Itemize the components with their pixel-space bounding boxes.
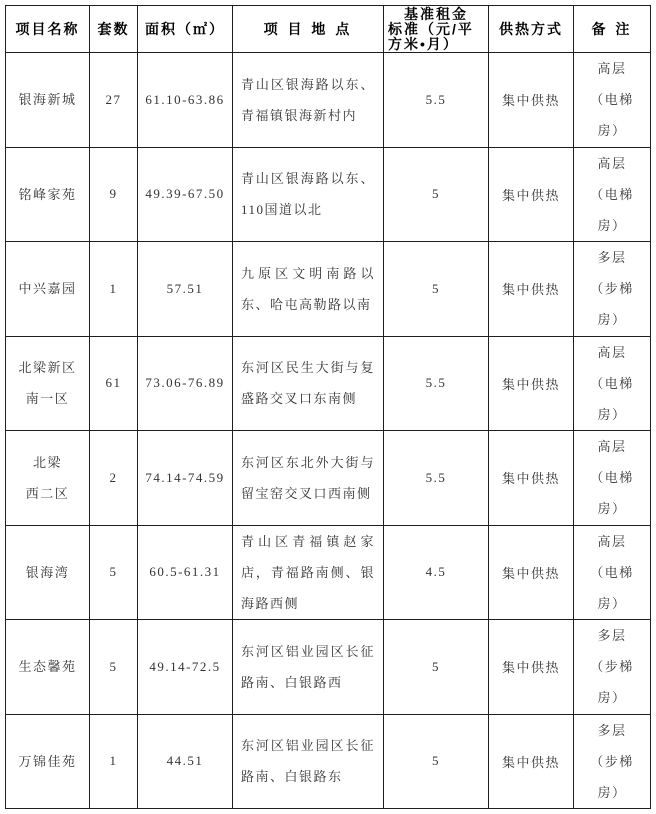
cell-base-rent: 5 [384, 148, 489, 243]
cell-unit-count: 27 [90, 53, 138, 148]
cell-remarks-line: 房） [597, 690, 627, 706]
header-project-name: 项目名称 [6, 6, 90, 53]
cell-remarks-line: 多层 [597, 628, 627, 644]
cell-remarks-line: 房） [597, 784, 627, 800]
cell-project-name [6, 526, 90, 621]
cell-project-name [6, 431, 90, 526]
table-row [6, 715, 651, 810]
cell-remarks-line: 高层 [597, 439, 627, 455]
table-header-row [6, 6, 651, 53]
cell-area: 49.39-67.50 [138, 148, 233, 243]
header-remarks: 备 注 [574, 6, 651, 53]
cell-remarks-line: （电梯 [590, 92, 634, 108]
cell-remarks-line: （步梯 [590, 659, 634, 675]
cell-remarks-line: 高层 [597, 155, 627, 171]
cell-heating-method: 集中供热 [489, 53, 574, 148]
cell-heating-method: 集中供热 [489, 526, 574, 621]
cell-location-line: 青福镇银海新村内 [241, 107, 358, 123]
cell-remarks-line: 高层 [597, 344, 627, 360]
header-base-rent-line: 方米•月） [388, 35, 459, 52]
cell-location-line: 东河区民生大街与复 [241, 360, 375, 376]
cell-heating-method: 集中供热 [489, 148, 574, 243]
cell-heating-method: 集中供热 [489, 431, 574, 526]
cell-project-name-line: 北梁 [32, 454, 62, 470]
cell-remarks-line: （步梯 [590, 281, 634, 297]
cell-location [233, 148, 384, 243]
table-row [6, 53, 651, 148]
table-row [6, 337, 651, 432]
cell-project-name-line: 铭峰家苑 [18, 186, 77, 202]
cell-base-rent: 5.5 [384, 337, 489, 432]
cell-location-line: 盛路交叉口东南侧 [241, 391, 358, 407]
table-row [6, 148, 651, 243]
cell-remarks-line: （电梯 [590, 470, 634, 486]
cell-heating-method: 集中供热 [489, 715, 574, 810]
cell-location [233, 715, 384, 810]
cell-location-line: 110国道以北 [241, 202, 323, 218]
cell-remarks [574, 337, 651, 432]
cell-unit-count: 2 [90, 431, 138, 526]
table-row [6, 620, 651, 715]
cell-remarks-line: 高层 [597, 533, 627, 549]
cell-remarks [574, 431, 651, 526]
cell-project-name [6, 337, 90, 432]
cell-location-line: 路南、白银路东 [241, 769, 343, 785]
cell-area: 44.51 [138, 715, 233, 810]
cell-location [233, 431, 384, 526]
cell-location-line: 青山区青福镇赵家 [241, 533, 375, 549]
cell-location [233, 620, 384, 715]
cell-area: 61.10-63.86 [138, 53, 233, 148]
cell-remarks-line: 房） [597, 406, 627, 422]
cell-unit-count: 9 [90, 148, 138, 243]
cell-remarks [574, 242, 651, 337]
cell-base-rent: 5.5 [384, 431, 489, 526]
cell-project-name [6, 242, 90, 337]
cell-remarks-line: 高层 [597, 61, 627, 77]
header-area: 面积（㎡） [138, 6, 233, 53]
cell-project-name [6, 620, 90, 715]
cell-heating-method: 集中供热 [489, 242, 574, 337]
cell-remarks-line: 多层 [597, 250, 627, 266]
cell-unit-count: 61 [90, 337, 138, 432]
header-base-rent [384, 6, 489, 53]
cell-remarks [574, 715, 651, 810]
cell-remarks-line: （步梯 [590, 753, 634, 769]
cell-location-line: 东河区铝业园区长征 [241, 643, 375, 659]
cell-project-name-line: 银海新城 [18, 92, 77, 108]
cell-location-line: 东、哈屯高勒路以南 [241, 296, 372, 312]
table-row [6, 526, 651, 621]
cell-location [233, 526, 384, 621]
cell-remarks-line: 房） [597, 595, 627, 611]
cell-area: 49.14-72.5 [138, 620, 233, 715]
header-location: 项 目 地 点 [233, 6, 384, 53]
table-body [6, 53, 651, 809]
cell-location-line: 店，青福路南侧、银 [241, 564, 375, 580]
cell-project-name-line: 银海湾 [25, 564, 70, 580]
header-unit-count: 套数 [90, 6, 138, 53]
cell-base-rent: 5 [384, 715, 489, 810]
cell-base-rent: 5 [384, 242, 489, 337]
cell-area: 74.14-74.59 [138, 431, 233, 526]
cell-remarks-line: 房） [597, 501, 627, 517]
cell-area: 73.06-76.89 [138, 337, 233, 432]
cell-remarks-line: （电梯 [590, 564, 634, 580]
cell-base-rent: 5.5 [384, 53, 489, 148]
cell-area: 57.51 [138, 242, 233, 337]
cell-remarks-line: 房） [597, 312, 627, 328]
header-base-rent-line: 基准租金 [404, 6, 468, 22]
cell-project-name-line: 北梁新区 [18, 360, 77, 376]
cell-base-rent: 4.5 [384, 526, 489, 621]
cell-location-line: 九原区文明南路以 [241, 265, 375, 281]
header-heating-method: 供热方式 [489, 6, 574, 53]
cell-project-name-line: 西二区 [25, 485, 70, 501]
cell-unit-count: 1 [90, 715, 138, 810]
cell-remarks-line: 房） [597, 123, 627, 139]
cell-area: 60.5-61.31 [138, 526, 233, 621]
header-base-rent-line: 标准（元/平 [388, 20, 474, 37]
cell-location-line: 留宝窑交叉口西南侧 [241, 485, 372, 501]
cell-location-line: 东河区东北外大街与 [241, 454, 375, 470]
cell-location-line: 东河区铝业园区长征 [241, 738, 375, 754]
cell-location [233, 242, 384, 337]
cell-base-rent: 5 [384, 620, 489, 715]
cell-remarks-line: （电梯 [590, 375, 634, 391]
table-row [6, 242, 651, 337]
cell-location-line: 青山区银海路以东、 [241, 171, 375, 187]
cell-remarks [574, 620, 651, 715]
cell-project-name-line: 生态馨苑 [18, 659, 77, 675]
cell-remarks-line: （电梯 [590, 186, 634, 202]
cell-project-name [6, 715, 90, 810]
cell-remarks [574, 526, 651, 621]
cell-location [233, 337, 384, 432]
cell-project-name-line: 中兴嘉园 [18, 281, 77, 297]
cell-location-line: 海路西侧 [241, 595, 300, 611]
cell-remarks-line: 多层 [597, 722, 627, 738]
table-row [6, 431, 651, 526]
cell-unit-count: 5 [90, 526, 138, 621]
cell-heating-method: 集中供热 [489, 337, 574, 432]
cell-location-line: 路南、白银路西 [241, 674, 343, 690]
cell-heating-method: 集中供热 [489, 620, 574, 715]
cell-project-name [6, 53, 90, 148]
cell-project-name [6, 148, 90, 243]
cell-project-name-line: 万锦佳苑 [18, 753, 77, 769]
cell-remarks-line: 房） [597, 217, 627, 233]
cell-location [233, 53, 384, 148]
cell-location-line: 青山区银海路以东、 [241, 76, 375, 92]
cell-project-name-line: 南一区 [25, 391, 70, 407]
cell-remarks [574, 148, 651, 243]
cell-unit-count: 5 [90, 620, 138, 715]
cell-unit-count: 1 [90, 242, 138, 337]
cell-remarks [574, 53, 651, 148]
rental-housing-table [5, 5, 651, 809]
